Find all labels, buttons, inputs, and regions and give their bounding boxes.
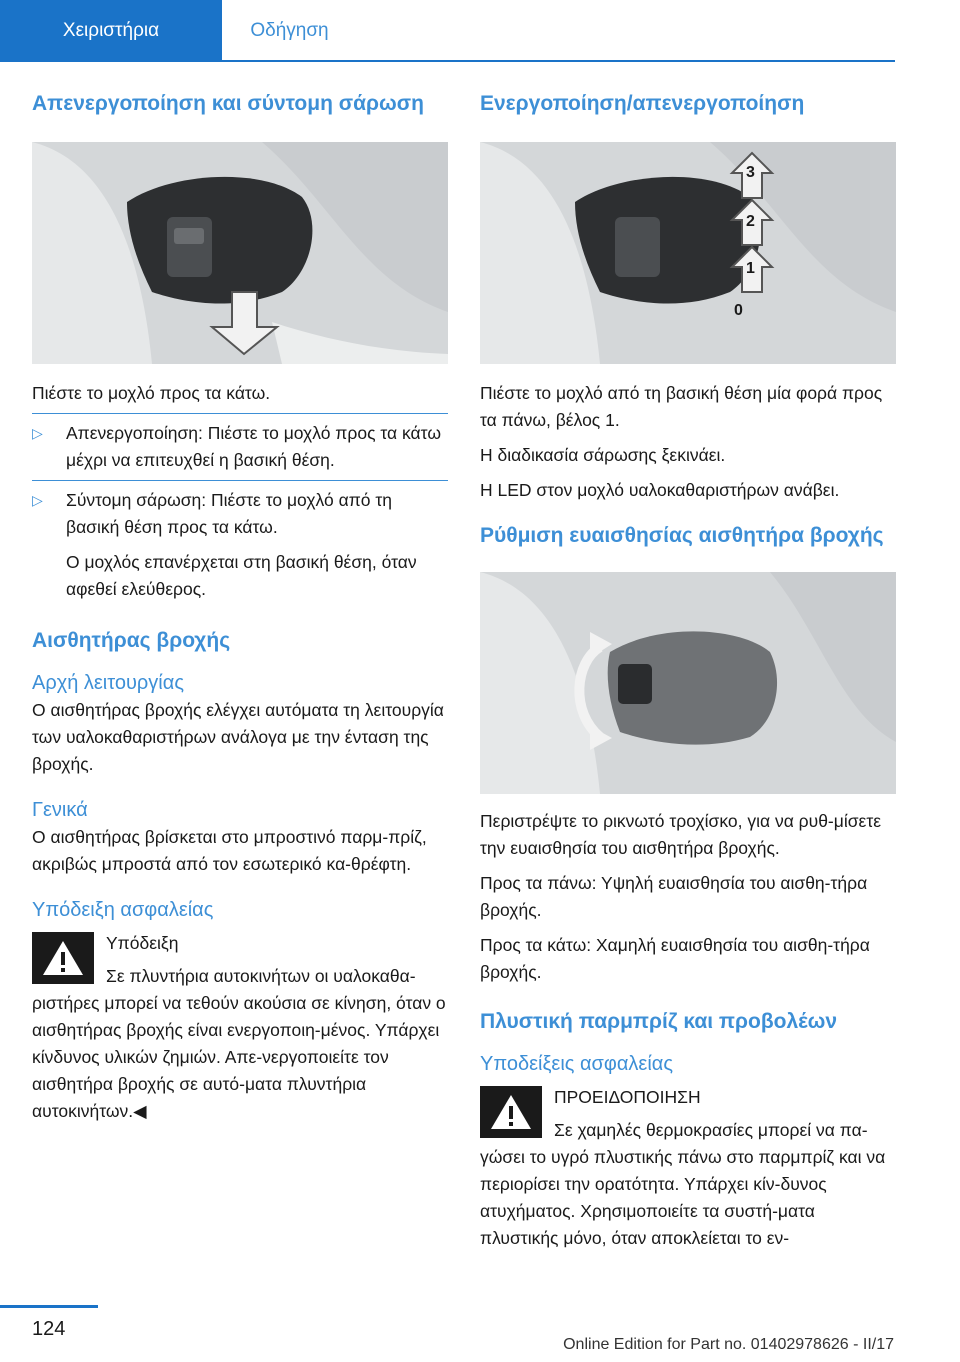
warning-icon (32, 932, 94, 984)
paragraph-rotate-wheel: Περιστρέψτε το ρικνωτό τροχίσκο, για να ρυθ-μίσετε την ευαισθησία του αισθητήρα βροχής. (480, 811, 882, 858)
tab-driving[interactable]: Οδήγηση (250, 20, 329, 41)
figure-label-0: 0 (734, 302, 743, 319)
section-heading-deactivate: Απενεργοποίηση και σύντομη σάρωση (32, 92, 424, 115)
list-item (32, 487, 448, 603)
figure-wiper-lever-down (32, 142, 448, 364)
subheading-principle: Αρχή λειτουργίας (32, 672, 184, 694)
figure-label-3: 3 (746, 164, 755, 181)
figure-wiper-lever-up (480, 142, 896, 364)
figure-thumbwheel (480, 572, 896, 794)
section-heading-washer: Πλυστική παρμπρίζ και προβολέων (480, 1010, 838, 1033)
warning-text: Σε χαμηλές θερμοκρασίες μπορεί να πα-γώσει το υγρό πλυστικής πάνω στο παρμπρίζ και να περιορίσει την ορατότητα. Υπάρχει κίν-δυνος ατυχήματος. Χρησιμοποιείτε τα συστή-ματα πλυστικής μόνο, όταν αποκλείεται το εν- (480, 1120, 886, 1248)
list-item (32, 420, 448, 474)
warning-block (32, 930, 448, 1125)
section-heading-sensitivity: Ρύθμιση ευαισθησίας αισθητήρα βροχής (480, 524, 884, 547)
list-item-text: Απενεργοποίηση: Πιέστε το μοχλό προς τα κάτω μέχρι να επιτευχθεί η βασική θέση. (66, 423, 441, 470)
paragraph-general: Ο αισθητήρας βρίσκεται στο μπροστινό παρμ-πρίζ, ακριβώς μπροστά από τον εσωτερικό κα-θρέφτη. (32, 827, 427, 874)
header-tabs (0, 0, 895, 62)
page-number: 124 (32, 1318, 66, 1340)
section-heading-on-off: Ενεργοποίηση/απενεργοποίηση (480, 92, 805, 115)
footer-rule (0, 1305, 98, 1308)
figure-label-1: 1 (746, 260, 755, 277)
warning-title: Υπόδειξη (106, 933, 179, 953)
triangle-bullet-icon: ▷ (32, 492, 43, 508)
list-item-note: Ο μοχλός επανέρχεται στη βασική θέση, όταν αφεθεί ελεύθερος. (66, 552, 417, 599)
tab-underline (0, 60, 895, 62)
list-item-text: Σύντομη σάρωση: Πιέστε το μοχλό από τη βασική θέση προς τα κάτω. (66, 490, 393, 537)
warning-title: ΠΡΟΕΙΔΟΠΟΙΗΣΗ (554, 1087, 701, 1107)
section-heading-rain-sensor: Αισθητήρας βροχής (32, 629, 231, 652)
triangle-bullet-icon: ▷ (32, 425, 43, 441)
paragraph-press-down: Πιέστε το μοχλό προς τα κάτω. (32, 383, 271, 403)
warning-icon (480, 1086, 542, 1138)
subheading-safety-notes: Υποδείξεις ασφαλείας (480, 1053, 673, 1075)
edition-text: Online Edition for Part no. 01402978626 - II/17 (563, 1336, 894, 1353)
subheading-safety: Υπόδειξη ασφαλείας (32, 899, 214, 921)
divider (32, 480, 448, 481)
paragraph-led: Η LED στον μοχλό υαλοκαθαριστήρων ανάβει. (480, 480, 840, 500)
paragraph-press-up: Πιέστε το μοχλό από τη βασική θέση μία φορά προς τα πάνω, βέλος 1. (480, 383, 883, 430)
paragraph-down-low: Προς τα κάτω: Χαμηλή ευαισθησία του αισθη-τήρα βροχής. (480, 935, 870, 982)
left-column (32, 90, 448, 1125)
warning-block (480, 1084, 896, 1252)
right-column (480, 90, 896, 1252)
figure-label-2: 2 (746, 213, 755, 230)
divider (32, 413, 448, 414)
tab-controls[interactable]: Χειριστήρια (0, 0, 222, 62)
paragraph-principle: Ο αισθητήρας βροχής ελέγχει αυτόματα τη λειτουργία των υαλοκαθαριστήρων ανάλογα με την ένταση της βροχής. (32, 700, 444, 774)
warning-text: Σε πλυντήρια αυτοκινήτων οι υαλοκαθα-ριστήρες μπορεί να τεθούν ακούσια σε κίνηση, όταν ο αισθητήρας βροχής είναι ενεργοποιη-μένος. Υπάρχει κίνδυνος υλικών ζημιών. Απε-νεργοποιείτε τον αισθητήρα βροχής σε αυτό-ματα πλυντήρια αυτοκινήτων.◀ (32, 966, 446, 1121)
subheading-general: Γενικά (32, 799, 88, 821)
paragraph-up-high: Προς τα πάνω: Υψηλή ευαισθησία του αισθη-τήρα βροχής. (480, 873, 868, 920)
paragraph-wiping-starts: Η διαδικασία σάρωσης ξεκινάει. (480, 445, 726, 465)
